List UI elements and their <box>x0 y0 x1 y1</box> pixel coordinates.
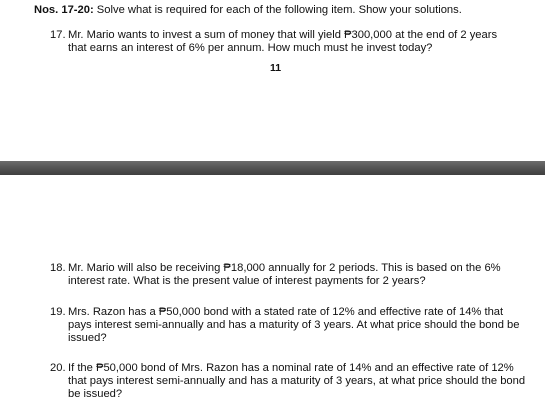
question-19 <box>50 306 528 345</box>
header-instruction: Solve what is required for each of the following item. Show your solutions. <box>93 4 462 16</box>
question-text: If the ₱50,000 bond of Mrs. Razon has a nominal rate of 14% and an effective rate of 12% that pays interest semi-annually and has a maturity of 3 years, at what price should the bond be issued? <box>68 362 526 400</box>
question-text: Mr. Mario wants to invest a sum of money that will yield ₱300,000 at the end of 2 years that earns an interest of 6% per annum. How much must he invest today? <box>68 29 498 54</box>
question-number: 20. <box>50 362 66 374</box>
header-label: Nos. 17-20: <box>34 4 94 16</box>
question-number: 17. <box>50 29 66 41</box>
question-number: 19. <box>50 306 66 318</box>
instructions-header <box>34 4 539 17</box>
page-top <box>0 0 545 158</box>
question-18 <box>50 262 528 288</box>
question-17 <box>50 29 505 55</box>
question-number: 18. <box>50 262 66 274</box>
question-text: Mrs. Razon has a ₱50,000 bond with a stated rate of 12% and effective rate of 14% that pays interest semi-annually and has a maturity of 3 years. At what price should the bond be issued? <box>68 306 520 344</box>
page-break <box>0 158 545 178</box>
question-text: Mr. Mario will also be receiving ₱18,000 annually for 2 periods. This is based on the 6% interest rate. What is the present value of interest payments for 2 years? <box>68 262 501 287</box>
page-separator-bar <box>0 161 545 175</box>
page-number: 11 <box>270 62 282 74</box>
question-20 <box>50 362 528 401</box>
